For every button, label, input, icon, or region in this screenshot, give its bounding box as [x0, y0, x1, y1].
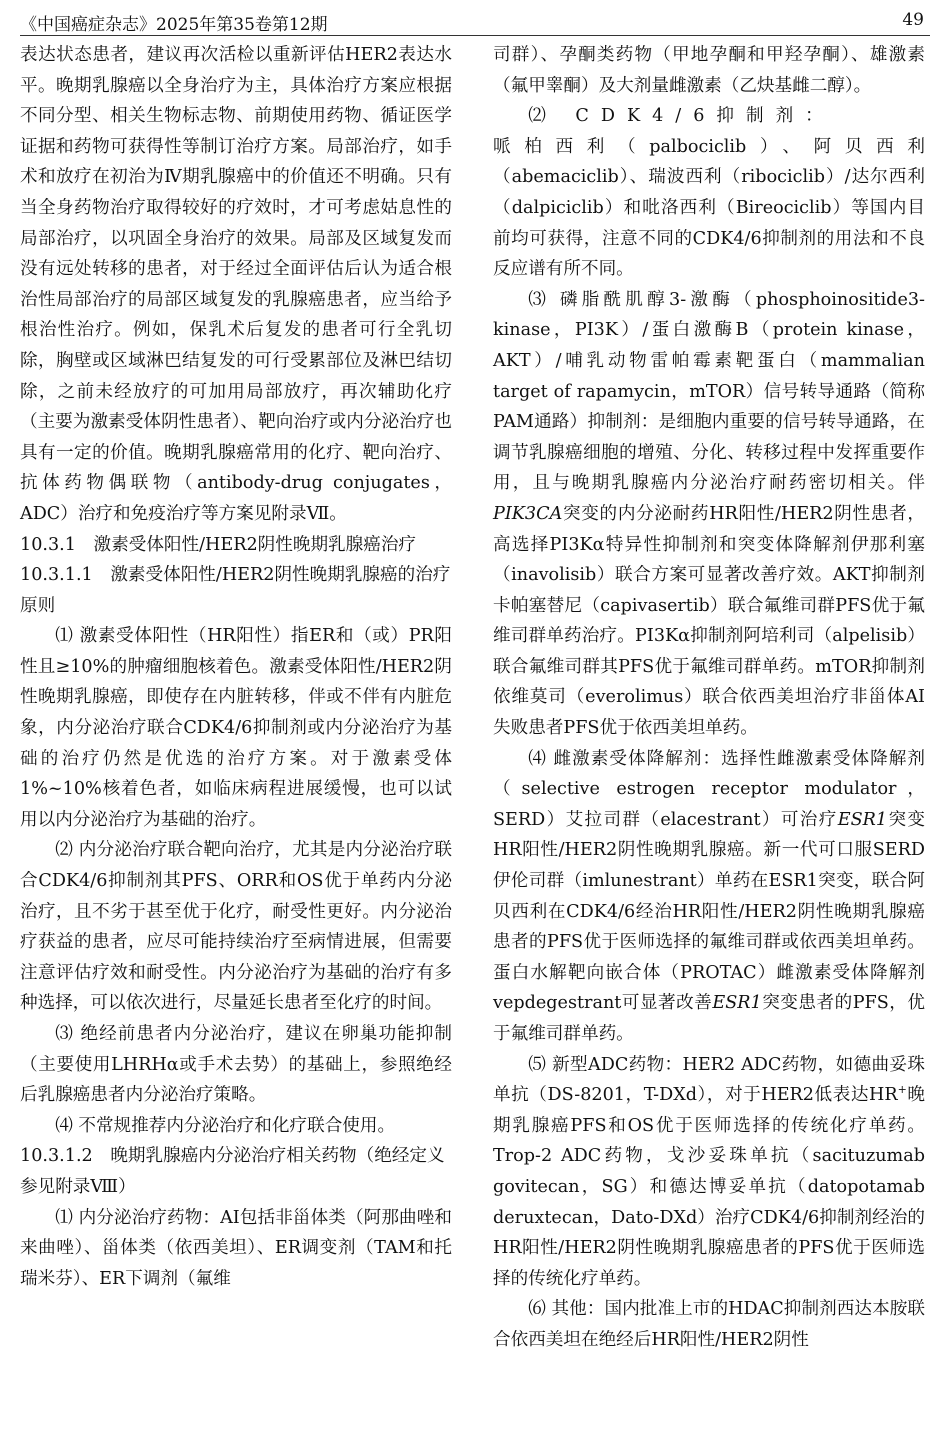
right-column	[493, 40, 925, 1356]
paragraph	[493, 1050, 925, 1295]
paragraph: ⑴ 激素受体阳性（HR阳性）指ER和（或）PR阳性且≥10%的肿瘤细胞核着色。激素受体阳性/HER2阴性晚期乳腺癌，即使存在内脏转移，伴或不伴有内脏危象，内分泌治疗联合CDK4/6抑制剂或内分泌治疗为基础的治疗仍然是优选的治疗方案。对于激素受体1%~10%核着色者，如临床病程进展缓慢，也可以试用以内分泌治疗为基础的治疗。	[20, 626, 452, 830]
text-run: 突变HR阳性/HER2阴性晚期乳腺癌。新一代可口服SERD伊伦司群（imlunestrant）单药在ESR1突变，联合阿贝西利在CDK4/6经治HR阳性/HER2阴性晚期乳腺癌患者的PFS优于医师选择的氟维司群或依西美坦单药。蛋白水解靶向嵌合体（PROTAC）雌激素受体降解剂vepdegestrant可显著改善	[493, 809, 926, 1014]
text-run: 突变的内分泌耐药HR阳性/HER2阴性患者，高选择PI3Kα特异性抑制剂和突变体降解剂伊那利塞（inavolisib）联合方案可显著改善疗效。AKT抑制剂卡帕塞替尼（capivasertib）联合氟维司群PFS优于氟维司群单药治疗。PI3Kα抑制剂阿培利司（alpelisib）联合氟维司群其PFS优于氟维司群单药。mTOR抑制剂依维莫司（everolimus）联合依西美坦治疗非甾体AI失败患者PFS优于依西美坦单药。	[493, 503, 925, 739]
paragraph: ⑹ 其他：国内批准上市的HDAC抑制剂西达本胺联合依西美坦在绝经后HR阳性/HER2阴性	[493, 1299, 925, 1350]
text-run: ⑸ 新型ADC药物：HER2 ADC药物，如德曲妥珠单抗（DS-8201，T-DXd），对于HER2低表达HR	[493, 1054, 925, 1106]
subsection-heading: 10.3.1.1 激素受体阳性/HER2阴性晚期乳腺癌的治疗原则	[20, 565, 451, 616]
section-heading: 10.3.1 激素受体阳性/HER2阴性晚期乳腺癌治疗	[20, 534, 417, 555]
paragraph: ⑴ 内分泌治疗药物：AI包括非甾体类（阿那曲唑和来曲唑）、甾体类（依西美坦）、ER调变剂（TAM和托瑞米芬）、ER下调剂（氟维	[20, 1207, 452, 1289]
page-number: 49	[902, 10, 924, 30]
superscript: +	[897, 1083, 907, 1097]
gene-name: PIK3CA	[493, 503, 563, 524]
paragraph: 哌柏西利（palbociclib）、阿贝西利（abemaciclib）、瑞波西利（ribociclib）/达尔西利（dalpiciclib）和吡洛西利（Bireociclib）等国内目前均可获得，注意不同的CDK4/6抑制剂的用法和不良反应谱有所不同。	[493, 136, 925, 280]
paragraph	[493, 744, 925, 1050]
paragraph-lead: ⑵ CDK4/6抑制剂：	[528, 106, 835, 127]
gene-name: ESR1	[837, 809, 888, 830]
paragraph: ⑶ 绝经前患者内分泌治疗，建议在卵巢功能抑制（主要使用LHRHα或手术去势）的基础上，参照绝经后乳腺癌患者内分泌治疗策略。	[20, 1024, 452, 1106]
text-run: ⑶ 磷脂酰肌醇3-激酶（phosphoinositide3-kinase，PI3K）/蛋白激酶B（protein kinase，AKT）/哺乳动物雷帕霉素靶蛋白（mammalian target of rapamycin，mTOR）信号转导通路（简称PAM通路）抑制剂：是细胞内重要的信号转导通路，在调节乳腺癌细胞的增殖、分化、转移过程中发挥重要作用，且与晚期乳腺癌内分泌治疗耐药密切相关。伴	[493, 289, 925, 494]
paragraph: ⑷ 不常规推荐内分泌治疗和化疗联合使用。	[55, 1115, 396, 1136]
text-run: 晚期乳腺癌PFS和OS优于医师选择的传统化疗单药。Trop-2 ADC药物，戈沙妥珠单抗（sacituzumab govitecan，SG）和德达博妥单抗（datopotamab deruxtecan，Dato-DXd）治疗CDK4/6抑制剂经治的HR阳性/HER2阴性晚期乳腺癌患者的PFS优于医师选择的传统化疗单药。	[493, 1085, 925, 1289]
subsection-heading: 10.3.1.2 晚期乳腺癌内分泌治疗相关药物（绝经定义参见附录Ⅷ）	[20, 1146, 445, 1197]
left-column	[20, 40, 452, 1294]
header-rule	[20, 35, 930, 36]
paragraph: 司群）、孕酮类药物（甲地孕酮和甲羟孕酮）、雄激素（氟甲睾酮）及大剂量雌激素（乙炔基雌二醇）。	[493, 45, 925, 96]
paragraph	[493, 285, 925, 744]
gene-name: ESR1	[712, 993, 762, 1014]
text-run: ⑷ 雌激素受体降解剂：选择性雌激素受体降解剂（selective estrogen receptor modulator，SERD）艾拉司群（elacestrant）可治疗	[493, 748, 925, 830]
journal-title: 《中国癌症杂志》2025年第35卷第12期	[20, 15, 328, 35]
page-header	[20, 8, 930, 34]
text-run: 突变患者的PFS，优于氟维司群单药。	[493, 993, 925, 1044]
paragraph: 表达状态患者，建议再次活检以重新评估HER2表达水平。晚期乳腺癌以全身治疗为主，具体治疗方案应根据不同分型、相关生物标志物、前期使用药物、循证医学证据和药物可获得性等制订治疗方案。局部治疗，如手术和放疗在初治为Ⅳ期乳腺癌中的价值还不明确。只有当全身药物治疗取得较好的疗效时，才可考虑姑息性的局部治疗，以巩固全身治疗的效果。局部及区域复发而没有远处转移的患者，对于经过全面评估后认为适合根治性局部治疗的局部区域复发的乳腺癌患者，应当给予根治性治疗。例如，保乳术后复发的患者可行全乳切除，胸壁或区域淋巴结复发的可行受累部位及淋巴结切除，之前未经放疗的可加用局部放疗，再次辅助化疗（主要为激素受体阴性患者）、靶向治疗或内分泌治疗也具有一定的价值。晚期乳腺癌常用的化疗、靶向治疗、抗体药物偶联物（antibody-drug conjugates，ADC）治疗和免疫治疗等方案见附录Ⅶ。	[20, 45, 452, 524]
paragraph: ⑵ 内分泌治疗联合靶向治疗，尤其是内分泌治疗联合CDK4/6抑制剂其PFS、ORR和OS优于单药内分泌治疗，且不劣于甚至优于化疗，耐受性更好。内分泌治疗获益的患者，应尽可能持续治疗至病情进展，但需要注意评估疗效和耐受性。内分泌治疗为基础的治疗有多种选择，可以依次进行，尽量延长患者至化疗的时间。	[20, 840, 452, 1014]
